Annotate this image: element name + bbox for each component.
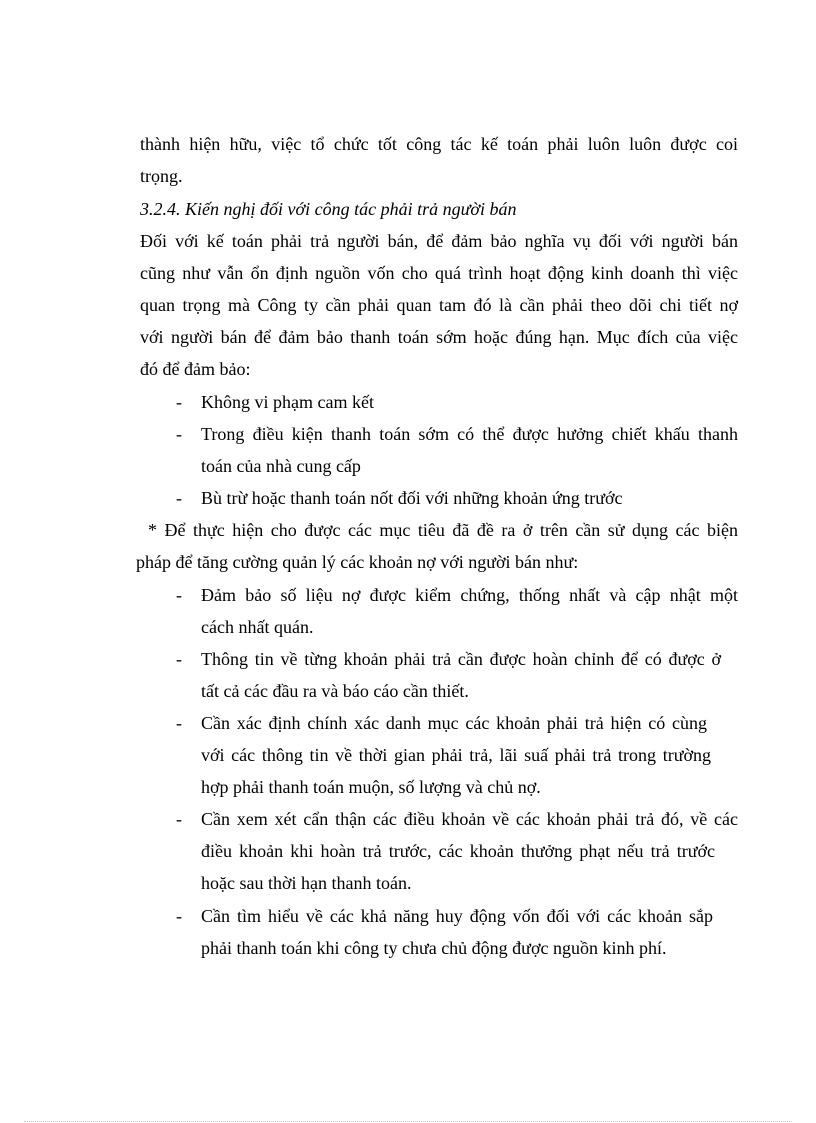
list-two-item-2-line-1: Thông tin về từng khoản phải trả cần được hoàn chỉnh để có được ở <box>201 649 721 669</box>
list-one-dash-2: - <box>176 424 182 444</box>
list-one-item-2-line-1: Trong điều kiện thanh toán sớm có thể được hưởng chiết khấu thanh <box>201 424 738 444</box>
intro-line-1: thành hiện hữu, việc tổ chức tốt công tác kế toán phải luôn luôn được coi <box>140 134 738 154</box>
section-heading: 3.2.4. Kiến nghị đối với công tác phải trả người bán <box>140 199 517 219</box>
list-two-item-3-line-3: hợp phải thanh toán muộn, số lượng và chủ nợ. <box>201 777 541 797</box>
list-two-dash-2: - <box>176 649 182 669</box>
list-two-item-5-line-2: phải thanh toán khi công ty chưa chủ động được nguồn kinh phí. <box>201 938 667 958</box>
main-line-4: với người bán để đảm bảo thanh toán sớm hoặc đúng hạn. Mục đích của việc <box>140 327 738 347</box>
list-two-dash-5: - <box>176 906 182 926</box>
list-two-item-5-line-1: Cần tìm hiểu về các khả năng huy động vốn đối với các khoản sắp <box>201 906 713 926</box>
list-two-item-4-line-3: hoặc sau thời hạn thanh toán. <box>201 873 412 893</box>
list-two-dash-3: - <box>176 713 182 733</box>
list-two-item-4-line-2: điều khoản khi hoàn trả trước, các khoản thưởng phạt nếu trả trước <box>201 841 715 861</box>
intro-line-2: trọng. <box>140 166 183 186</box>
list-two-item-3-line-2: với các thông tin về thời gian phải trả, lãi suấ phải trả trong trường <box>201 745 711 765</box>
list-one-item-2-line-2: toán của nhà cung cấp <box>201 456 361 476</box>
list-two-item-2-line-2: tất cả các đầu ra và báo cáo cần thiết. <box>201 681 469 701</box>
list-one-item-3-line-1: Bù trừ hoặc thanh toán nốt đối với những khoản ứng trước <box>201 488 623 508</box>
list-two-item-3-line-1: Cần xác định chính xác danh mục các khoản phải trả hiện có cùng <box>201 713 707 733</box>
list-two-item-1-line-2: cách nhất quán. <box>201 617 314 637</box>
list-two-dash-4: - <box>176 809 182 829</box>
star-line-2: pháp để tăng cường quản lý các khoản nợ với người bán như: <box>136 552 579 572</box>
main-line-2: cũng như vẫn ổn định nguồn vốn cho quá trình hoạt động kinh doanh thì việc <box>140 263 738 283</box>
star-line-1: * Để thực hiện cho được các mục tiêu đã đề ra ở trên cần sử dụng các biện <box>148 520 738 540</box>
list-two-item-4-line-1: Cần xem xét cẩn thận các điều khoản về các khoản phải trả đó, về các <box>201 809 738 829</box>
list-two-dash-1: - <box>176 585 182 605</box>
list-two-item-1-line-1: Đảm bảo số liệu nợ được kiểm chứng, thống nhất và cập nhật một <box>201 585 738 605</box>
main-line-5: đó để đảm bảo: <box>140 359 251 379</box>
page-bottom-border <box>24 1121 792 1122</box>
list-one-dash-3: - <box>176 488 182 508</box>
main-line-3: quan trọng mà Công ty cần phải quan tam đó là cần phải theo dõi chi tiết nợ <box>140 295 738 315</box>
list-one-dash-1: - <box>176 392 182 412</box>
main-line-1: Đối với kế toán phải trả người bán, để đảm bảo nghĩa vụ đối với người bán <box>140 231 738 251</box>
list-one-item-1-line-1: Không vi phạm cam kết <box>201 392 374 412</box>
